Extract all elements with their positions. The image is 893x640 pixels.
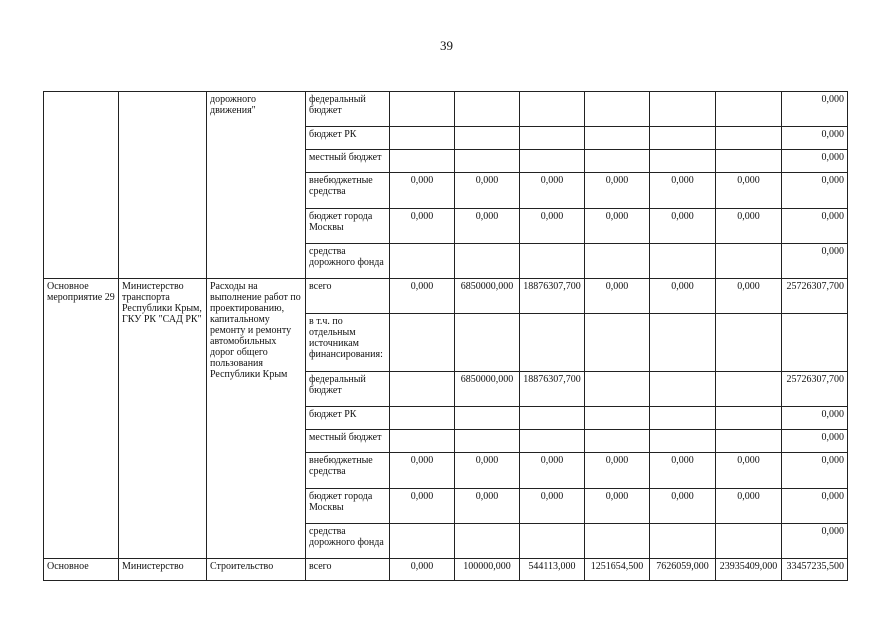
year-value-cell: 0,000 xyxy=(390,489,455,524)
year-value-cell: 0,000 xyxy=(650,279,716,314)
budget-table xyxy=(43,91,848,581)
year-value-cell: 0,000 xyxy=(390,559,455,581)
year-value-cell: 6850000,000 xyxy=(455,279,520,314)
year-value-cell xyxy=(520,524,585,559)
year-value-cell: 0,000 xyxy=(716,173,782,209)
funding-source-cell: бюджет города Москвы xyxy=(306,489,390,524)
responsible-cell: Министерство транспорта Республики Крым, ГКУ РК "САД РК" xyxy=(119,279,207,559)
year-value-cell xyxy=(585,127,650,150)
year-value-cell xyxy=(390,372,455,407)
year-value-cell xyxy=(455,150,520,173)
year-value-cell xyxy=(585,150,650,173)
funding-source-cell: в т.ч. по отдельным источникам финансирования: xyxy=(306,314,390,372)
total-value-cell: 25726307,700 xyxy=(782,279,848,314)
year-value-cell: 0,000 xyxy=(650,489,716,524)
year-value-cell xyxy=(455,127,520,150)
year-value-cell: 0,000 xyxy=(455,453,520,489)
year-value-cell xyxy=(585,372,650,407)
year-value-cell: 0,000 xyxy=(650,209,716,244)
responsible-cell xyxy=(119,92,207,279)
total-value-cell: 0,000 xyxy=(782,453,848,489)
year-value-cell: 0,000 xyxy=(390,209,455,244)
year-value-cell: 0,000 xyxy=(390,453,455,489)
funding-source-cell: бюджет РК xyxy=(306,127,390,150)
funding-source-cell: средства дорожного фонда xyxy=(306,524,390,559)
year-value-cell xyxy=(585,92,650,127)
year-value-cell: 0,000 xyxy=(455,173,520,209)
funding-source-cell: федеральный бюджет xyxy=(306,92,390,127)
year-value-cell: 0,000 xyxy=(585,173,650,209)
funding-source-cell: бюджет города Москвы xyxy=(306,209,390,244)
year-value-cell: 544113,000 xyxy=(520,559,585,581)
year-value-cell xyxy=(585,314,650,372)
year-value-cell: 0,000 xyxy=(390,279,455,314)
year-value-cell xyxy=(390,407,455,430)
page-number: 39 xyxy=(440,38,453,53)
year-value-cell xyxy=(650,92,716,127)
program-cell xyxy=(44,92,119,279)
year-value-cell xyxy=(716,92,782,127)
year-value-cell xyxy=(650,430,716,453)
year-value-cell xyxy=(455,244,520,279)
year-value-cell xyxy=(585,524,650,559)
year-value-cell xyxy=(716,150,782,173)
table-row xyxy=(44,279,848,314)
year-value-cell: 0,000 xyxy=(585,453,650,489)
year-value-cell xyxy=(520,430,585,453)
total-value-cell: 0,000 xyxy=(782,209,848,244)
year-value-cell xyxy=(390,314,455,372)
year-value-cell: 7626059,000 xyxy=(650,559,716,581)
year-value-cell xyxy=(650,524,716,559)
funding-source-cell: всего xyxy=(306,559,390,581)
total-value-cell: 0,000 xyxy=(782,407,848,430)
program-cell: Основное xyxy=(44,559,119,581)
year-value-cell xyxy=(455,92,520,127)
year-value-cell: 0,000 xyxy=(650,453,716,489)
year-value-cell: 0,000 xyxy=(716,279,782,314)
total-value-cell: 0,000 xyxy=(782,173,848,209)
year-value-cell: 0,000 xyxy=(455,209,520,244)
total-value-cell: 0,000 xyxy=(782,127,848,150)
year-value-cell xyxy=(390,92,455,127)
year-value-cell: 0,000 xyxy=(650,173,716,209)
purpose-cell: Расходы на выполнение работ по проектированию, капитальному ремонту и ремонту автомобильных дорог общего пользования Республики Крым xyxy=(207,279,306,559)
year-value-cell: 0,000 xyxy=(585,279,650,314)
year-value-cell: 0,000 xyxy=(390,173,455,209)
total-value-cell: 0,000 xyxy=(782,92,848,127)
year-value-cell: 0,000 xyxy=(520,489,585,524)
total-value-cell xyxy=(782,314,848,372)
purpose-cell: дорожного движения" xyxy=(207,92,306,279)
year-value-cell xyxy=(455,430,520,453)
year-value-cell: 0,000 xyxy=(520,173,585,209)
year-value-cell: 0,000 xyxy=(455,489,520,524)
funding-source-cell: внебюджетные средства xyxy=(306,453,390,489)
year-value-cell: 100000,000 xyxy=(455,559,520,581)
year-value-cell xyxy=(650,372,716,407)
total-value-cell: 0,000 xyxy=(782,524,848,559)
year-value-cell: 23935409,000 xyxy=(716,559,782,581)
funding-source-cell: всего xyxy=(306,279,390,314)
year-value-cell: 0,000 xyxy=(585,209,650,244)
year-value-cell xyxy=(390,524,455,559)
year-value-cell xyxy=(520,92,585,127)
year-value-cell xyxy=(585,407,650,430)
funding-source-cell: федеральный бюджет xyxy=(306,372,390,407)
year-value-cell xyxy=(520,314,585,372)
total-value-cell: 0,000 xyxy=(782,244,848,279)
purpose-cell: Строительство xyxy=(207,559,306,581)
year-value-cell xyxy=(650,244,716,279)
year-value-cell: 1251654,500 xyxy=(585,559,650,581)
year-value-cell xyxy=(716,372,782,407)
year-value-cell xyxy=(650,150,716,173)
funding-source-cell: внебюджетные средства xyxy=(306,173,390,209)
funding-source-cell: местный бюджет xyxy=(306,430,390,453)
year-value-cell xyxy=(520,244,585,279)
year-value-cell xyxy=(585,244,650,279)
year-value-cell xyxy=(520,127,585,150)
year-value-cell xyxy=(520,407,585,430)
year-value-cell xyxy=(716,524,782,559)
year-value-cell xyxy=(716,314,782,372)
program-cell: Основное мероприятие 29 xyxy=(44,279,119,559)
funding-source-cell: бюджет РК xyxy=(306,407,390,430)
year-value-cell xyxy=(650,127,716,150)
year-value-cell xyxy=(716,127,782,150)
total-value-cell: 33457235,500 xyxy=(782,559,848,581)
year-value-cell xyxy=(716,407,782,430)
year-value-cell xyxy=(716,244,782,279)
year-value-cell: 18876307,700 xyxy=(520,372,585,407)
year-value-cell xyxy=(520,150,585,173)
year-value-cell xyxy=(455,314,520,372)
year-value-cell: 0,000 xyxy=(520,209,585,244)
total-value-cell: 0,000 xyxy=(782,150,848,173)
year-value-cell xyxy=(585,430,650,453)
year-value-cell: 0,000 xyxy=(716,489,782,524)
year-value-cell xyxy=(390,244,455,279)
year-value-cell xyxy=(716,430,782,453)
year-value-cell xyxy=(390,127,455,150)
total-value-cell: 0,000 xyxy=(782,430,848,453)
total-value-cell: 0,000 xyxy=(782,489,848,524)
year-value-cell: 0,000 xyxy=(520,453,585,489)
table-row xyxy=(44,559,848,581)
year-value-cell xyxy=(455,524,520,559)
funding-source-cell: средства дорожного фонда xyxy=(306,244,390,279)
year-value-cell: 6850000,000 xyxy=(455,372,520,407)
responsible-cell: Министерство xyxy=(119,559,207,581)
total-value-cell: 25726307,700 xyxy=(782,372,848,407)
year-value-cell xyxy=(455,407,520,430)
year-value-cell: 18876307,700 xyxy=(520,279,585,314)
year-value-cell xyxy=(390,430,455,453)
year-value-cell: 0,000 xyxy=(716,209,782,244)
funding-source-cell: местный бюджет xyxy=(306,150,390,173)
year-value-cell: 0,000 xyxy=(585,489,650,524)
year-value-cell xyxy=(390,150,455,173)
year-value-cell xyxy=(650,407,716,430)
year-value-cell xyxy=(650,314,716,372)
table-row xyxy=(44,92,848,127)
year-value-cell: 0,000 xyxy=(716,453,782,489)
